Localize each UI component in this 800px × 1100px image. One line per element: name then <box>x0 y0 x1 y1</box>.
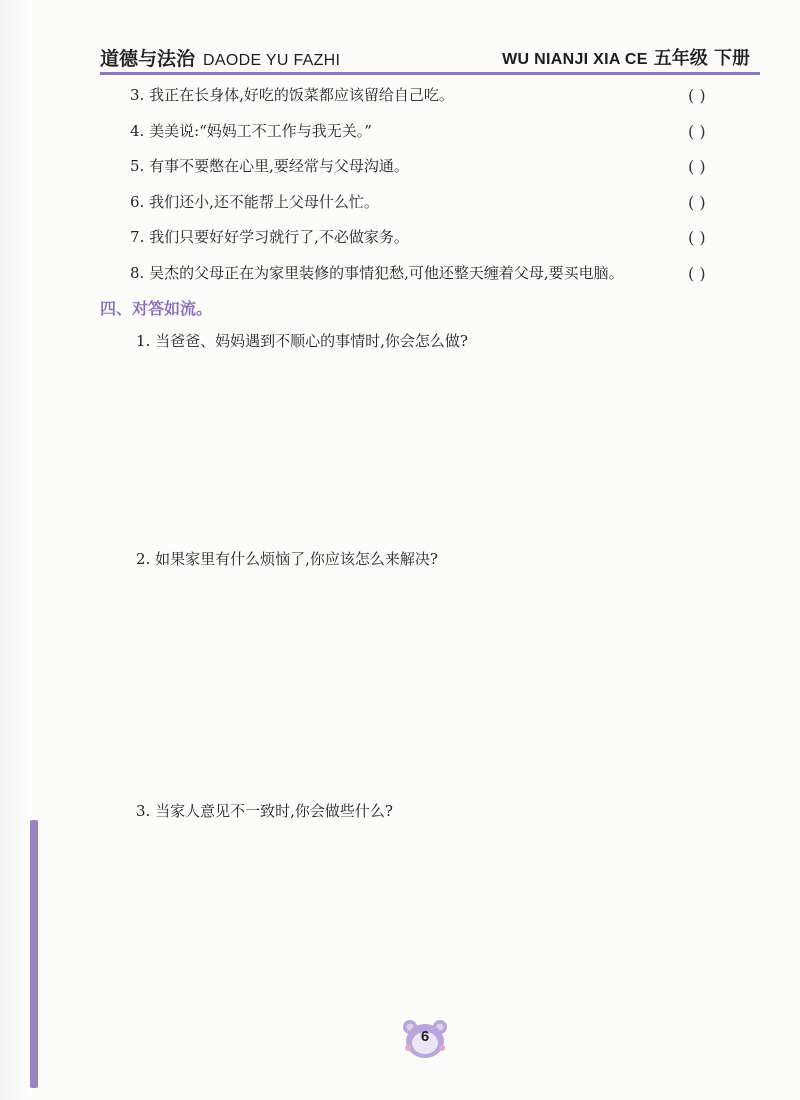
list-item <box>130 185 750 221</box>
header-left-title <box>100 44 340 71</box>
list-item <box>130 78 750 114</box>
question-1: 1. 当爸爸、妈妈遇到不顺心的事情时,你会怎么做? <box>136 332 468 350</box>
question-3: 3. 当家人意见不一致时,你会做些什么? <box>136 802 393 820</box>
answer-bracket[interactable]: ( ) <box>688 228 706 247</box>
page-number-badge <box>401 1018 449 1060</box>
answer-bracket[interactable]: ( ) <box>688 86 706 105</box>
subject-title-cn: 道德与法治 <box>100 48 196 70</box>
answer-area-1[interactable] <box>136 360 746 540</box>
answer-bracket[interactable]: ( ) <box>688 157 706 176</box>
subject-title-en: DAODE YU FAZHI <box>203 52 341 69</box>
answer-area-3[interactable] <box>136 830 746 1020</box>
page-header <box>100 42 760 70</box>
header-right-grade <box>502 44 750 70</box>
statement-text: 3. 我正在长身体,好吃的饭菜都应该留给自己吃。 <box>130 86 454 104</box>
answer-bracket[interactable]: ( ) <box>688 263 706 283</box>
list-item <box>130 256 750 292</box>
list-item <box>130 114 750 150</box>
answer-area-2[interactable] <box>136 578 746 788</box>
list-item <box>130 149 750 185</box>
statement-text: 5. 有事不要憋在心里,要经常与父母沟通。 <box>130 157 409 175</box>
answer-bracket[interactable]: ( ) <box>688 121 706 141</box>
answer-bracket[interactable]: ( ) <box>688 192 706 212</box>
true-false-list <box>130 78 750 291</box>
grade-label-cn: 五年级 下册 <box>653 48 750 69</box>
header-divider <box>100 72 760 75</box>
statement-text: 7. 我们只要好好学习就行了,不必做家务。 <box>130 228 409 246</box>
list-item <box>130 220 750 256</box>
statement-text: 4. 美美说:“妈妈工不工作与我无关。” <box>130 121 372 140</box>
question-2: 2. 如果家里有什么烦恼了,你应该怎么来解决? <box>136 550 438 568</box>
page-number: 6 <box>420 1028 430 1045</box>
section-heading: 四、对答如流。 <box>100 299 213 318</box>
statement-text: 8. 吴杰的父母正在为家里装修的事情犯愁,可他还整天缠着父母,要买电脑。 <box>130 263 624 282</box>
decorative-side-bar <box>30 820 38 1088</box>
grade-label-en: WU NIANJI XIA CE <box>502 51 648 68</box>
page-left-edge <box>0 0 30 1100</box>
statement-text: 6. 我们还小,还不能帮上父母什么忙。 <box>130 192 379 211</box>
